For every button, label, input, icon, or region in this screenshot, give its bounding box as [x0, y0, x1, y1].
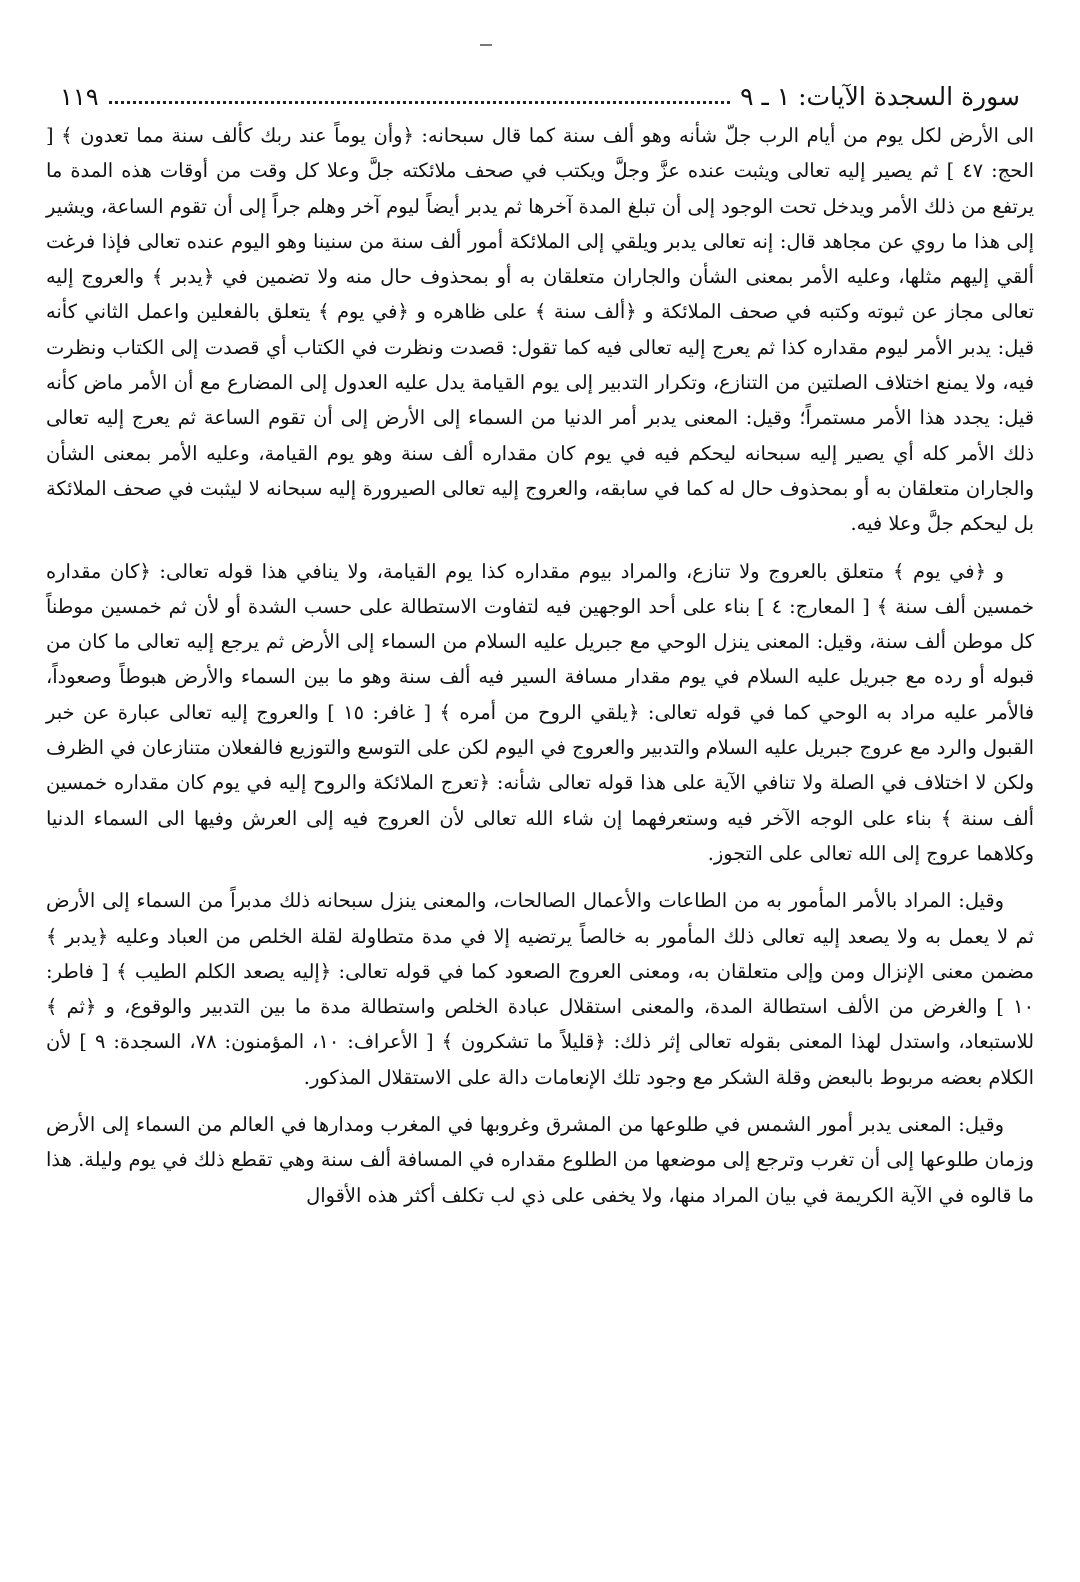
paragraph-3: وقيل: المراد بالأمر المأمور به من الطاعات والأعمال الصالحات، والمعنى ينزل سبحانه ذلك مدبراً من السماء إلى الأرض ثم لا يعمل به ولا يصعد إليه تعالى ذلك المأمور به خالصاً يرتضيه إلا في مدة متطاولة لقلة الخلص من العباد وعليه ﴿يدبر ﴾ مضمن معنى الإنزال ومن وإلى متعلقان به، ومعنى العروج الصعود كما في قوله تعالى: ﴿إليه يصعد الكلم الطيب ﴾ [ فاطر: ١٠ ] والغرض من الألف استطالة المدة، والمعنى استقلال عبادة الخلص واستطالة مدة ما بين التدبير والوقوع، و ﴿ثم ﴾ للاستبعاد، واستدل لهذا المعنى بقوله تعالى إثر ذلك: ﴿قليلاً ما تشكرون ﴾ [ الأعراف: ١٠، المؤمنون: ٧٨، السجدة: ٩ ] لأن الكلام بعضه مربوط بالبعض وقلة الشكر مع وجود تلك الإنعامات دالة على الاستقلال المذكور. [46, 889, 1034, 1089]
running-header [60, 68, 1020, 112]
paragraph-1: الى الأرض لكل يوم من أيام الرب جلّ شأنه وهو ألف سنة كما قال سبحانه: ﴿وأن يوماً عند ربك كألف سنة مما تعدون ﴾ [ الحج: ٤٧ ] ثم يصير إليه تعالى ويثبت عنده عزَّ وجلَّ ويكتب في صحف ملائكته جلَّ وعلا كل وقت من أوقات هذه المدة ما يرتفع من ذلك الأمر ويدخل تحت الوجود إلى أن تبلغ المدة آخرها ثم يدبر أيضاً ليوم آخر وهلم جراً إلى أن تقوم الساعة، ويشير إلى هذا ما روي عن مجاهد قال: إنه تعالى يدبر ويلقي إلى الملائكة أمور ألف سنة من سنينا وهو اليوم عنده تعالى فإذا فرغت ألقي إليهم مثلها، وعليه الأمر بمعنى الشأن والجاران متعلقان به أو بمحذوف حال منه ولا تضمين في ﴿يدبر ﴾ والعروج إليه تعالى مجاز عن ثبوته وكتبه في صحف الملائكة و ﴿ألف سنة ﴾ على ظاهره و ﴿في يوم ﴾ يتعلق بالفعلين واعمل الثاني كأنه قيل: يدبر الأمر ليوم مقداره كذا ثم يعرج إليه تعالى فيه كما تقول: قصدت ونظرت في الكتاب أي قصدت إلى الكتاب ونظرت فيه، ولا يمنع اختلاف الصلتين من التنازع، وتكرار التدبير إلى يوم القيامة يدل عليه العدول إلى المضارع مع أن الأمر ماض كأنه قيل: يجدد هذا الأمر مستمراً؛ وقيل: المعنى يدبر أمر الدنيا من السماء إلى الأرض إلى أن تقوم الساعة ثم يعرج إليه تعالى ذلك الأمر كله أي يصير إليه سبحانه ليحكم فيه في يوم كان مقداره ألف سنة وهو يوم القيامة، وعليه الأمر بمعنى الشأن والجاران متعلقان به أو بمحذوف حال له كما في سابقه، والعروج إليه تعالى الصيرورة إليه سبحانه لا ليثبت في صحف الملائكة بل ليحكم جلَّ وعلا فيه. [46, 124, 1034, 536]
body-text [46, 118, 1034, 1213]
paragraph-4: وقيل: المعنى يدبر أمور الشمس في طلوعها من المشرق وغروبها في المغرب ومدارها في العالم من السماء إلى الأرض وزمان طلوعها إلى أن تغرب وترجع إلى موضعها من الطلوع مقداره في المسافة ألف سنة وهي تقطع ذلك في يوم وليلة. هذا ما قالوه في الآية الكريمة في بيان المراد منها، ولا يخفى على ذي لب تكلف أكثر هذه الأقوال [46, 1113, 1034, 1207]
running-header-title: سورة السجدة الآيات: ١ ـ ٩ [740, 82, 1020, 111]
paragraph-2: و ﴿في يوم ﴾ متعلق بالعروج ولا تنازع، والمراد بيوم مقداره كذا يوم القيامة، ولا ينافي هذا قوله تعالى: ﴿كان مقداره خمسين ألف سنة ﴾ [ المعارج: ٤ ] بناء على أحد الوجهين فيه لتفاوت الاستطالة على حسب الشدة أو لأن ثم خمسين موطناً كل موطن ألف سنة، وقيل: المعنى ينزل الوحي مع جبريل عليه السلام من السماء إلى الأرض ثم يرجع إليه تعالى ما كان من قبوله أو رده مع جبريل عليه السلام في يوم مقدار مسافة السير فيه ألف سنة وهو ما بين السماء والأرض هبوطاً وصعوداً، فالأمر عليه مراد به الوحي كما في قوله تعالى: ﴿يلقي الروح من أمره ﴾ [ غافر: ١٥ ] والعروج إليه تعالى عبارة عن خبر القبول والرد مع عروج جبريل عليه السلام والتدبير والعروج في اليوم لكن على التوسع والتوزيع فالفعلان متنازعان في الظرف ولكن لا اختلاف في الصلة ولا تنافي الآية على هذا قوله تعالى شأنه: ﴿تعرج الملائكة والروح إليه في يوم كان مقداره خمسين ألف سنة ﴾ بناء على الوجه الآخر فيه وستعرفهما إن شاء الله تعالى لأن العروج فيه إلى العرش وفيها الى السماء الدنيا وكلاهما عروج إلى الله تعالى على التجوز. [46, 559, 1035, 865]
header-leader-dots [109, 101, 730, 104]
page-number: ١١٩ [60, 83, 99, 112]
page-top-mark [480, 44, 492, 46]
